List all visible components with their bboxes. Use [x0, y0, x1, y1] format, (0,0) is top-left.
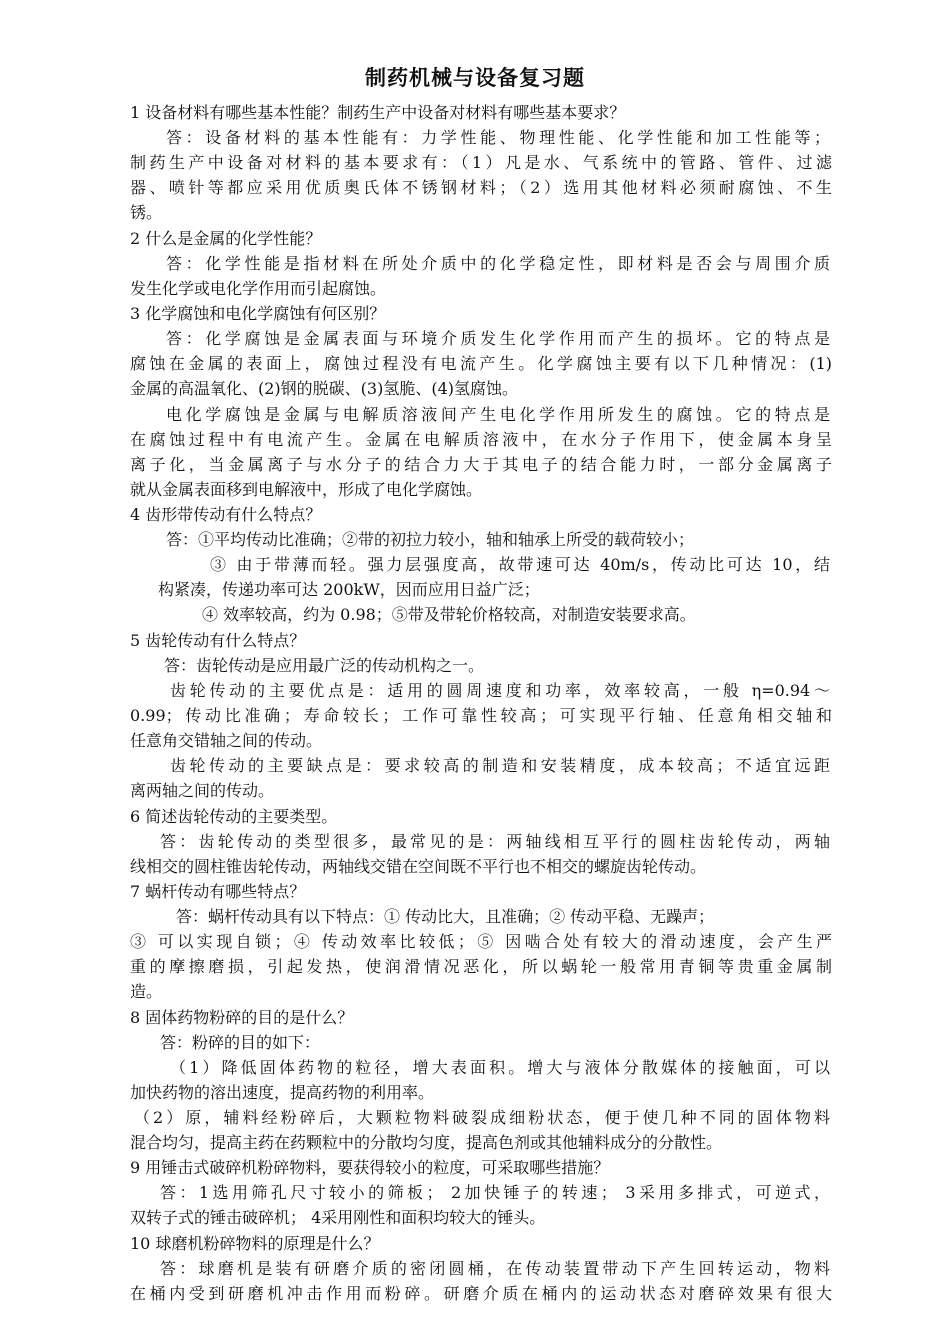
answer-line: 答：球磨机是装有研磨介质的密闭圆桶，在传动装置带动下产生回转运动，物料 [160, 1259, 830, 1278]
document-title: 制药机械与设备复习题 [365, 65, 585, 90]
answer-line: ③ 可以实现自锁；④ 传动效率比较低；⑤ 因啮合处有较大的滑动速度，会产生严 [130, 932, 832, 951]
answer-line: 答：蜗杆传动具有以下特点：① 传动比大，且准确；② 传动平稳、无躁声； [176, 907, 715, 926]
answer-line: （2）原，辅料经粉碎后，大颗粒物料破裂成细粉状态，便于使几种不同的固体物料 [134, 1108, 830, 1127]
answer-line: 答：设备材料的基本性能有：力学性能、物理性能、化学性能和加工性能等； [166, 128, 830, 147]
answer-line: 答：齿轮传动的类型很多，最常见的是：两轴线相互平行的圆柱齿轮传动，两轴 [160, 832, 830, 851]
answer-line: 金属的高温氧化、(2)钢的脱碳、(3)氢脆、(4)氢腐蚀。 [130, 379, 518, 398]
answer-line: 线相交的圆柱锥齿轮传动，两轴线交错在空间既不平行也不相交的螺旋齿轮传动。 [130, 857, 707, 876]
answer-line: 发生化学或电化学作用而引起腐蚀。 [130, 279, 387, 298]
answer-line: 重的摩擦磨损，引起发热，使润滑情况恶化，所以蜗轮一般常用青铜等贵重金属制 [130, 957, 832, 976]
answer-line: 造。 [130, 982, 163, 1001]
answer-line: 锈。 [130, 203, 163, 222]
answer-line: 答：1选用筛孔尺寸较小的筛板； 2加快锤子的转速； 3采用多排式，可逆式， [160, 1183, 830, 1202]
answer-line: 构紧凑，传递功率可达 200kW，因而应用日益广泛； [158, 580, 540, 599]
question-10: 10 球磨机粉碎物料的原理是什么？ [130, 1234, 380, 1253]
answer-line: 腐蚀在金属的表面上，腐蚀过程没有电流产生。化学腐蚀主要有以下几种情况：(1) [130, 354, 832, 373]
question-8: 8 固体药物粉碎的目的是什么？ [130, 1008, 354, 1027]
question-7: 7 蜗杆传动有哪些特点？ [130, 882, 306, 901]
answer-line: 就从金属表面移到电解液中，形成了电化学腐蚀。 [130, 480, 483, 499]
question-1: 1 设备材料有哪些基本性能？制药生产中设备对材料有哪些基本要求？ [130, 103, 626, 122]
answer-line: 电化学腐蚀是金属与电解质溶液间产生电化学作用所发生的腐蚀。它的特点是 [166, 405, 830, 424]
answer-line: 答：化学腐蚀是金属表面与环境介质发生化学作用而产生的损坏。它的特点是 [166, 329, 830, 348]
question-4: 4 齿形带传动有什么特点？ [130, 505, 322, 524]
answer-line: 齿轮传动的主要缺点是：要求较高的制造和安装精度，成本较高；不适宜远距 [170, 756, 830, 775]
answer-line: 混合均匀，提高主药在药颗粒中的分散均匀度，提高色剂或其他辅料成分的分散性。 [130, 1133, 723, 1152]
answer-line: 制药生产中设备对材料的基本要求有：（1）凡是水、气系统中的管路、管件、过滤 [130, 153, 832, 172]
question-6: 6 简述齿轮传动的主要类型。 [130, 807, 338, 826]
answer-line: 答：①平均传动比准确；②带的初拉力较小，轴和轴承上所受的载荷较小； [166, 530, 695, 549]
answer-line: 在腐蚀过程中有电流产生。金属在电解质溶液中，在水分子作用下，使金属本身呈 [130, 430, 832, 449]
answer-line: 双转子式的锤击破碎机； 4采用刚性和面积均较大的锤头。 [130, 1208, 546, 1227]
answer-line: ④ 效率较高，约为 0.98；⑤带及带轮价格较高，对制造安装要求高。 [202, 605, 696, 624]
question-5: 5 齿轮传动有什么特点？ [130, 631, 306, 650]
answer-line: 器、喷针等都应采用优质奥氏体不锈钢材料；（2）选用其他材料必须耐腐蚀、不生 [130, 178, 832, 197]
answer-line: 离子化，当金属离子与水分子的结合力大于其电子的结合能力时，一部分金属离子 [130, 455, 832, 474]
answer-line: ③ 由于带薄而轻。强力层强度高，故带速可达 40m/s，传动比可达 10，结 [210, 555, 830, 574]
answer-line: 答：齿轮传动是应用最广泛的传动机构之一。 [164, 656, 485, 675]
question-9: 9 用锤击式破碎机粉碎物料，要获得较小的粒度，可采取哪些措施？ [130, 1158, 610, 1177]
answer-line: 答：化学性能是指材料在所处介质中的化学稳定性，即材料是否会与周围介质 [166, 254, 830, 273]
answer-line: 齿轮传动的主要优点是：适用的圆周速度和功率，效率较高，一般 η=0.94～ [170, 681, 830, 700]
answer-line: 离两轴之间的传动。 [130, 781, 275, 800]
answer-line: （1）降低固体药物的粒径，增大表面积。增大与液体分散媒体的接触面，可以 [170, 1058, 830, 1077]
answer-line: 0.99；传动比准确；寿命较长；工作可靠性较高；可实现平行轴、任意角相交轴和 [130, 706, 832, 725]
answer-line: 任意角交错轴之间的传动。 [130, 731, 323, 750]
answer-line: 答：粉碎的目的如下： [160, 1033, 321, 1052]
question-3: 3 化学腐蚀和电化学腐蚀有何区别？ [130, 304, 386, 323]
answer-line: 在桶内受到研磨机冲击作用而粉碎。研磨介质在桶内的运动状态对磨碎效果有很大 [130, 1284, 832, 1303]
question-2: 2 什么是金属的化学性能？ [130, 229, 322, 248]
answer-line: 加快药物的溶出速度，提高药物的利用率。 [130, 1083, 435, 1102]
